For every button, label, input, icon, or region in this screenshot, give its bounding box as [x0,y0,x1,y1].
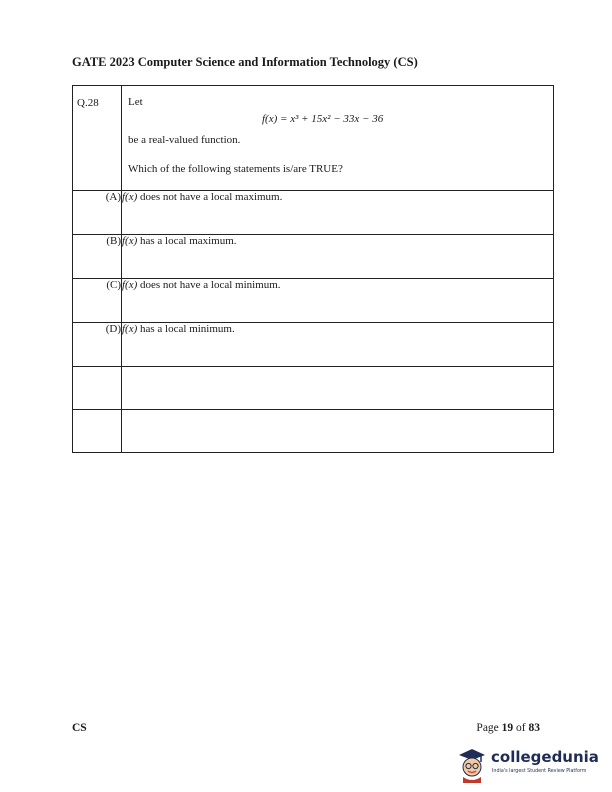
blank-cell [73,410,122,453]
question-number-cell [73,86,122,191]
blank-cell [122,367,554,410]
option-d-label: (D) [73,323,122,367]
question-equation: f(x) = x³ + 15x² − 33x − 36 [262,113,384,125]
option-d-row[interactable] [73,323,554,367]
option-c-text [122,279,554,323]
option-a-text [122,191,554,235]
blank-row-2 [73,410,554,453]
option-a-fx: f(x) [122,191,138,203]
logo-tagline: India's largest Student Review Platform [492,769,587,774]
option-c-fx: f(x) [122,279,138,291]
option-b-label: (B) [73,235,122,279]
footer-page-of: of [516,722,526,734]
blank-cell [73,367,122,410]
option-c-label: (C) [73,279,122,323]
collegedunia-logo [455,745,599,785]
footer-page-total: 83 [528,722,540,734]
option-a-statement: does not have a local maximum. [140,191,283,203]
option-d-text [122,323,554,367]
option-c-statement: does not have a local minimum. [140,279,281,291]
question-table [72,85,554,453]
option-d-fx: f(x) [122,323,138,335]
question-description: be a real-valued function. [128,134,241,146]
option-c-row[interactable] [73,279,554,323]
question-stem-row [73,86,554,191]
blank-row-1 [73,367,554,410]
option-a-label: (A) [73,191,122,235]
footer-page-number [476,722,540,734]
option-b-row[interactable] [73,235,554,279]
logo-wordmark: collegedunia [491,748,599,766]
question-number: Q.28 [77,97,99,109]
page-header-title: GATE 2023 Computer Science and Information Technology (CS) [72,55,418,69]
option-a-row[interactable] [73,191,554,235]
question-stem-cell [122,86,554,191]
option-d-statement: has a local minimum. [140,323,235,335]
footer-page-prefix: Page [476,722,499,734]
footer-page-current: 19 [501,722,514,734]
question-intro: Let [128,96,143,108]
option-b-text [122,235,554,279]
question-prompt: Which of the following statements is/are TRUE? [128,163,343,175]
blank-cell [122,410,554,453]
option-b-statement: has a local maximum. [140,235,237,247]
option-b-fx: f(x) [122,235,138,247]
footer-paper-code: CS [72,722,87,734]
student-mascot-icon [455,745,489,783]
